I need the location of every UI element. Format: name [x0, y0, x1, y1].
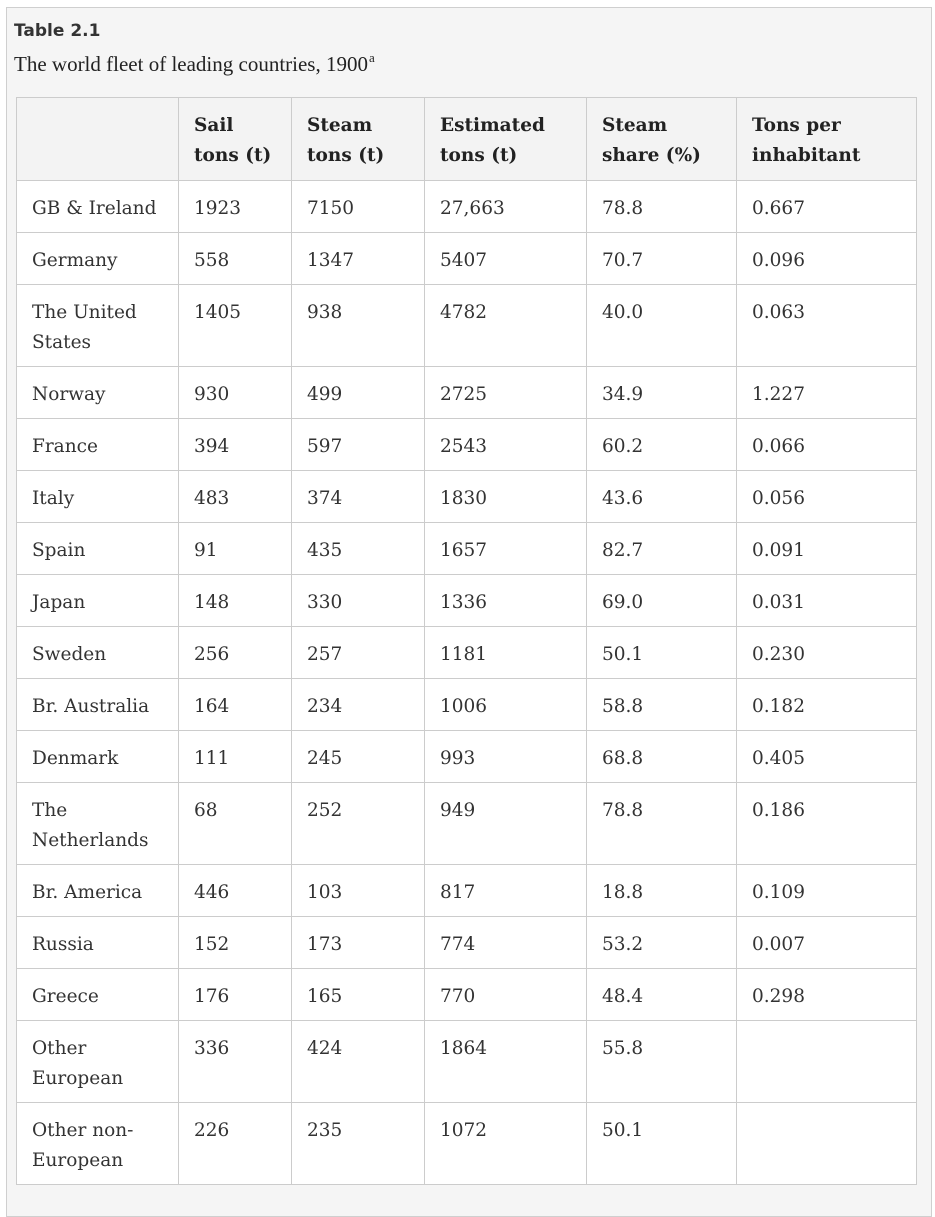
cell-sail: 256 [179, 627, 292, 679]
cell-per-inhabitant: 1.227 [737, 367, 917, 419]
table-title-text: The world fleet of leading countries, 1900 [14, 52, 368, 76]
cell-country: Japan [17, 575, 179, 627]
cell-steam: 173 [292, 917, 425, 969]
cell-sail: 111 [179, 731, 292, 783]
table-row [17, 731, 917, 783]
cell-per-inhabitant: 0.056 [737, 471, 917, 523]
cell-share: 60.2 [587, 419, 737, 471]
cell-per-inhabitant: 0.298 [737, 969, 917, 1021]
table-row [17, 865, 917, 917]
cell-sail: 446 [179, 865, 292, 917]
cell-share: 48.4 [587, 969, 737, 1021]
cell-country: Sweden [17, 627, 179, 679]
cell-per-inhabitant: 0.096 [737, 233, 917, 285]
cell-share: 55.8 [587, 1021, 737, 1103]
header-sail-tons: Sail tons (t) [179, 98, 292, 181]
cell-steam: 257 [292, 627, 425, 679]
table-row [17, 575, 917, 627]
cell-share: 40.0 [587, 285, 737, 367]
cell-sail: 68 [179, 783, 292, 865]
table-row [17, 233, 917, 285]
cell-per-inhabitant: 0.063 [737, 285, 917, 367]
cell-country: France [17, 419, 179, 471]
cell-steam: 165 [292, 969, 425, 1021]
cell-share: 34.9 [587, 367, 737, 419]
cell-steam: 330 [292, 575, 425, 627]
cell-country: Norway [17, 367, 179, 419]
cell-country: Germany [17, 233, 179, 285]
cell-steam: 499 [292, 367, 425, 419]
cell-sail: 176 [179, 969, 292, 1021]
cell-share: 50.1 [587, 627, 737, 679]
table-row [17, 181, 917, 233]
cell-per-inhabitant: 0.109 [737, 865, 917, 917]
cell-steam: 234 [292, 679, 425, 731]
table-title [14, 50, 375, 77]
header-steam-tons: Steam tons (t) [292, 98, 425, 181]
cell-steam: 435 [292, 523, 425, 575]
cell-share: 50.1 [587, 1103, 737, 1185]
cell-sail: 1923 [179, 181, 292, 233]
cell-estimated: 949 [425, 783, 587, 865]
table-row [17, 523, 917, 575]
cell-steam: 7150 [292, 181, 425, 233]
cell-estimated: 1830 [425, 471, 587, 523]
cell-share: 82.7 [587, 523, 737, 575]
cell-per-inhabitant: 0.405 [737, 731, 917, 783]
cell-estimated: 4782 [425, 285, 587, 367]
cell-steam: 938 [292, 285, 425, 367]
cell-country: Br. America [17, 865, 179, 917]
table-row [17, 969, 917, 1021]
cell-country: Other European [17, 1021, 179, 1103]
cell-sail: 558 [179, 233, 292, 285]
cell-per-inhabitant: 0.031 [737, 575, 917, 627]
cell-sail: 930 [179, 367, 292, 419]
cell-country: Spain [17, 523, 179, 575]
cell-sail: 483 [179, 471, 292, 523]
cell-estimated: 774 [425, 917, 587, 969]
cell-estimated: 993 [425, 731, 587, 783]
cell-share: 43.6 [587, 471, 737, 523]
cell-share: 18.8 [587, 865, 737, 917]
footnote-marker[interactable]: a [368, 50, 375, 65]
cell-sail: 152 [179, 917, 292, 969]
cell-steam: 103 [292, 865, 425, 917]
cell-per-inhabitant: 0.066 [737, 419, 917, 471]
cell-sail: 1405 [179, 285, 292, 367]
header-tons-per-inhabitant: Tons per inhabitant [737, 98, 917, 181]
cell-steam: 245 [292, 731, 425, 783]
cell-steam: 374 [292, 471, 425, 523]
cell-sail: 164 [179, 679, 292, 731]
cell-estimated: 1864 [425, 1021, 587, 1103]
table-header-row [17, 98, 917, 181]
table-row [17, 285, 917, 367]
cell-share: 78.8 [587, 783, 737, 865]
cell-per-inhabitant [737, 1021, 917, 1103]
cell-share: 69.0 [587, 575, 737, 627]
cell-steam: 597 [292, 419, 425, 471]
cell-country: The United States [17, 285, 179, 367]
cell-share: 68.8 [587, 731, 737, 783]
table-row [17, 1021, 917, 1103]
cell-country: Italy [17, 471, 179, 523]
cell-country: GB & Ireland [17, 181, 179, 233]
cell-estimated: 27,663 [425, 181, 587, 233]
cell-estimated: 1181 [425, 627, 587, 679]
cell-sail: 394 [179, 419, 292, 471]
cell-per-inhabitant: 0.230 [737, 627, 917, 679]
cell-sail: 91 [179, 523, 292, 575]
fleet-table [16, 97, 917, 1185]
cell-sail: 226 [179, 1103, 292, 1185]
cell-per-inhabitant: 0.091 [737, 523, 917, 575]
header-estimated-tons: Estimated tons (t) [425, 98, 587, 181]
cell-steam: 424 [292, 1021, 425, 1103]
cell-per-inhabitant: 0.182 [737, 679, 917, 731]
table-label: Table 2.1 [14, 21, 101, 41]
cell-share: 53.2 [587, 917, 737, 969]
cell-estimated: 1006 [425, 679, 587, 731]
table-row [17, 783, 917, 865]
table-row [17, 471, 917, 523]
header-country [17, 98, 179, 181]
cell-estimated: 2543 [425, 419, 587, 471]
cell-per-inhabitant [737, 1103, 917, 1185]
cell-country: Russia [17, 917, 179, 969]
table-row [17, 627, 917, 679]
cell-share: 70.7 [587, 233, 737, 285]
cell-share: 58.8 [587, 679, 737, 731]
cell-country: Denmark [17, 731, 179, 783]
header-steam-share: Steam share (%) [587, 98, 737, 181]
cell-share: 78.8 [587, 181, 737, 233]
cell-per-inhabitant: 0.186 [737, 783, 917, 865]
cell-estimated: 1657 [425, 523, 587, 575]
cell-steam: 252 [292, 783, 425, 865]
cell-country: Greece [17, 969, 179, 1021]
cell-estimated: 5407 [425, 233, 587, 285]
cell-country: Other non-European [17, 1103, 179, 1185]
cell-per-inhabitant: 0.667 [737, 181, 917, 233]
cell-country: The Netherlands [17, 783, 179, 865]
table-row [17, 917, 917, 969]
cell-steam: 235 [292, 1103, 425, 1185]
table-row [17, 1103, 917, 1185]
cell-estimated: 817 [425, 865, 587, 917]
cell-sail: 336 [179, 1021, 292, 1103]
table-row [17, 679, 917, 731]
table-row [17, 367, 917, 419]
cell-steam: 1347 [292, 233, 425, 285]
cell-sail: 148 [179, 575, 292, 627]
cell-estimated: 1072 [425, 1103, 587, 1185]
cell-estimated: 1336 [425, 575, 587, 627]
cell-estimated: 2725 [425, 367, 587, 419]
cell-country: Br. Australia [17, 679, 179, 731]
cell-per-inhabitant: 0.007 [737, 917, 917, 969]
table-row [17, 419, 917, 471]
cell-estimated: 770 [425, 969, 587, 1021]
